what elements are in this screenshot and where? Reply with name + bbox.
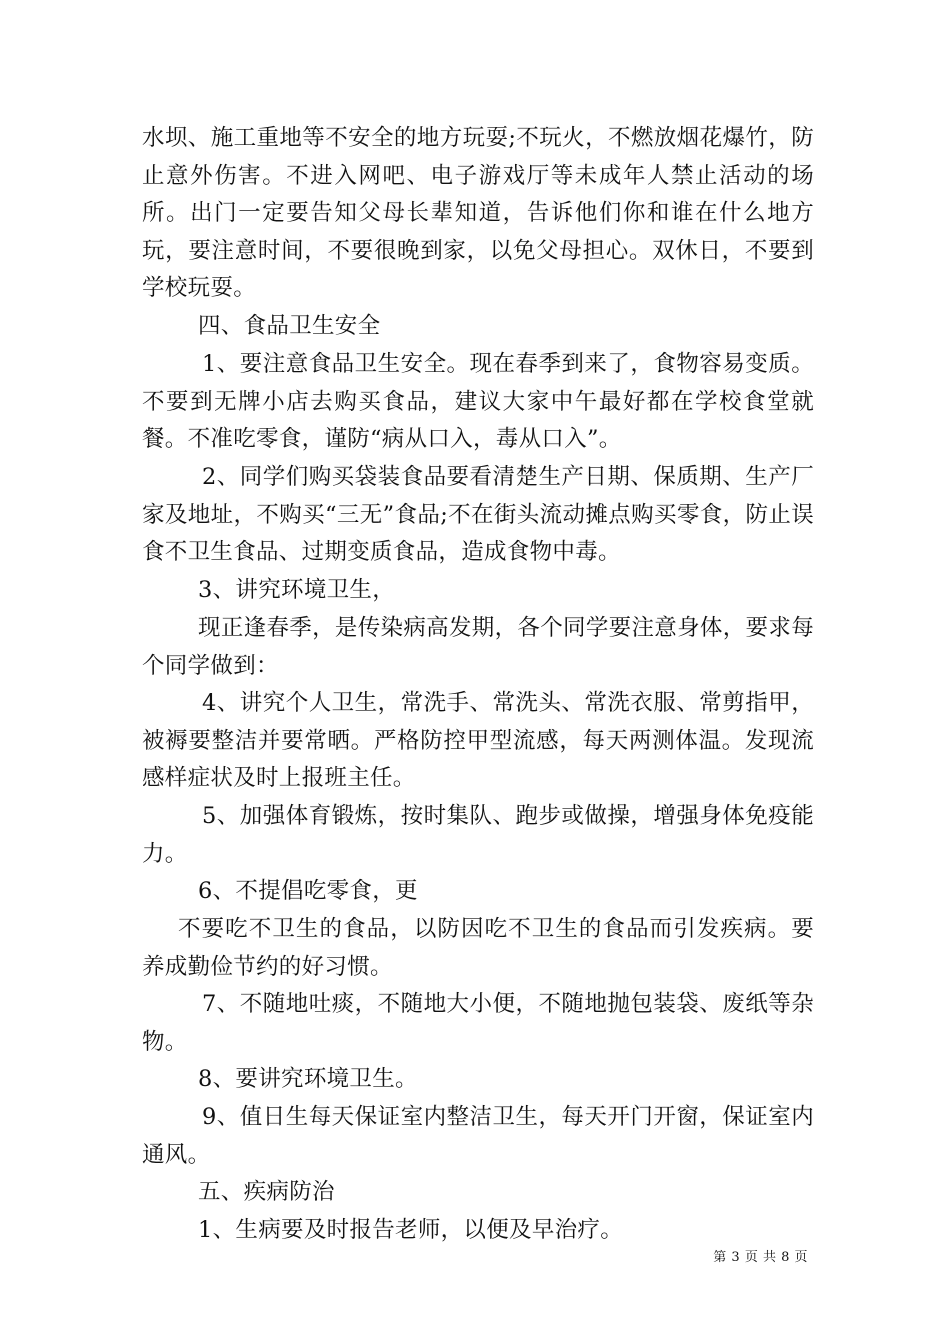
paragraph-food-2: 2、同学们购买袋装食品要看清楚生产日期、保质期、生产厂家及地址，不购买“三无”食品;不在街头流动摊点购买零食，防止误食不卫生食品、过期变质食品，造成食物中毒。: [142, 464, 814, 566]
paragraph-duty-9: 9、值日生每天保证室内整洁卫生，每天开门开窗，保证室内通风。: [142, 1104, 814, 1168]
section-heading-food-safety: 四、食品卫生安全: [198, 313, 381, 339]
paragraph-spitting-7: 7、不随地吐痰，不随地大小便，不随地抛包装袋、废纸等杂物。: [142, 991, 814, 1055]
page-number-footer: 第 3 页 共 8 页: [713, 1250, 808, 1265]
section-heading-disease-prevention: 五、疾病防治: [198, 1179, 335, 1205]
paragraph-food-1: 1、要注意食品卫生安全。现在春季到来了，食物容易变质。不要到无牌小店去购买食品，建议大家中午最好都在学校食堂就餐。不准吃零食，谨防“病从口入，毒从口入”。: [142, 351, 814, 453]
paragraph-safety-continued: 水坝、施工重地等不安全的地方玩耍;不玩火，不燃放烟花爆竹，防止意外伤害。不进入网吧、电子游戏厅等未成年人禁止活动的场所。出门一定要告知父母长辈知道，告诉他们你和谁在什么地方玩，要注意时间，不要很晚到家，以免父母担心。双休日，不要到学校玩耍。: [142, 125, 814, 302]
paragraph-disease-1: 1、生病要及时报告老师，以便及早治疗。: [198, 1217, 624, 1243]
paragraph-hygiene-4: 4、讲究个人卫生，常洗手、常洗头、常洗衣服、常剪指甲，被褥要整洁并要常晒。严格防控甲型流感，每天两测体温。发现流感样症状及时上报班主任。: [142, 690, 814, 792]
paragraph-season-note: 现正逢春季，是传染病高发期，各个同学要注意身体，要求每个同学做到：: [142, 615, 814, 679]
paragraph-food-3: 3、讲究环境卫生，: [198, 577, 396, 603]
paragraph-exercise-5: 5、加强体育锻炼，按时集队、跑步或做操，增强身体免疫能力。: [142, 803, 814, 867]
paragraph-environment-8: 8、要讲究环境卫生。: [198, 1066, 418, 1092]
paragraph-snacks-continued: 不要吃不卫生的食品，以防因吃不卫生的食品而引发疾病。要养成勤俭节约的好习惯。: [142, 916, 814, 980]
paragraph-snacks-6: 6、不提倡吃零食，更: [198, 878, 418, 904]
